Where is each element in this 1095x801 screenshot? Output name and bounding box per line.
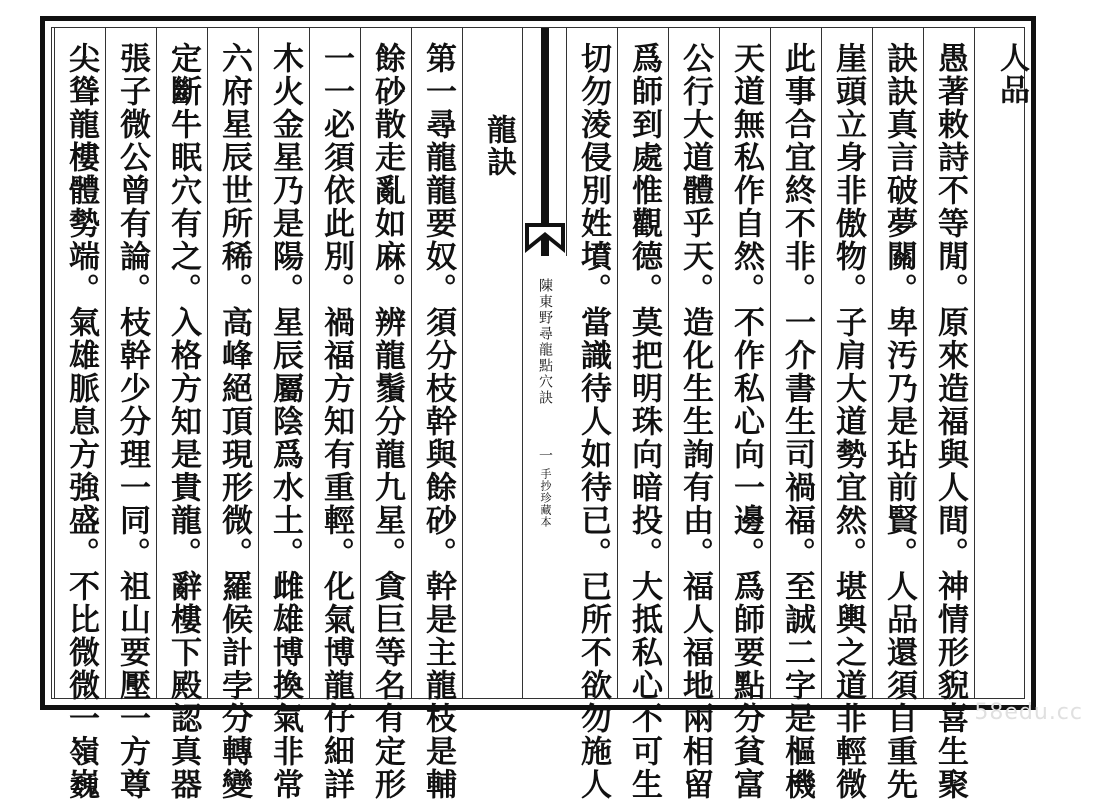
text-line: 第一尋龍龍要奴。須分枝幹與餘砂。幹是主龍枝是輔 [420,42,456,801]
right-text-column [821,28,872,801]
text-line: 餘砂散走亂如麻。辨龍鬚分龍九星。貪巨等名有定形 [369,42,405,801]
text-line: 切勿淩侵別姓墳。當識待人如待已。已所不欲勿施人 [575,42,611,801]
text-line: 爲師到處惟觀德。莫把明珠向暗投。大抵私心不可生 [626,42,662,801]
section-title: 龍訣 [481,114,516,178]
right-text-column [566,28,617,801]
page-gutter [522,28,567,698]
book-title-label: 陳東野尋龍點穴訣 [537,278,553,406]
right-text-column [872,28,923,801]
watermark: 58edu.cc [974,700,1083,725]
right-text-column [770,28,821,801]
right-title-column [974,28,1036,698]
right-panel-title: 人品 [994,42,1029,106]
text-line: 尖聳龍樓體勢端。氣雄脈息方強盛。不比微微一嶺巍 [63,42,99,801]
page-number: 一 [537,448,553,464]
left-text-column [105,28,156,801]
left-text-column [156,28,207,801]
text-line: 崖頭立身非傲物。子肩大道勢宜然。堪輿之道非輕微 [830,42,866,801]
left-text-column [54,28,105,801]
text-line: 天道無私作自然。不作私心向一邊。爲師要點分貧富 [728,42,764,801]
collection-label: 手抄珍藏本 [539,468,552,528]
text-line: 一一必須依此別。禍福方知有重輕。化氣博龍仔細詳 [318,42,354,801]
right-text-column [719,28,770,801]
left-text-column [258,28,309,801]
left-section-title-column [462,28,522,698]
text-line: 定斷牛眠穴有之。入格方知是貴龍。辭樓下殿認真器 [165,42,201,801]
text-line: 訣訣真言破夢關。卑汚乃是玷前賢。人品還須自重先 [881,42,917,801]
text-line: 木火金星乃是陽。星辰屬陰爲水土。雌雄博換氣非常 [267,42,303,801]
text-line: 此事合宜終不非。一介書生司禍福。至誠二字是樞機 [779,42,815,801]
right-text-column [668,28,719,801]
right-text-column [617,28,668,801]
right-text-column [923,28,974,801]
left-text-column [207,28,258,801]
text-line: 愚著敕詩不等閒。原來造福與人間。神情形貎喜生聚 [932,42,968,801]
fishtail-mark-icon [525,223,565,253]
text-line: 張子微公曾有論。枝幹少分理一同。祖山要壓一方尊 [114,42,150,801]
left-text-column [411,28,462,801]
left-text-column [309,28,360,801]
text-line: 六府星辰世所稀。高峰絕頂現形微。羅候計孛分轉變 [216,42,252,801]
left-text-column [360,28,411,801]
text-line: 公行大道體乎天。造化生生詢有由。福人福地兩相留 [677,42,713,801]
